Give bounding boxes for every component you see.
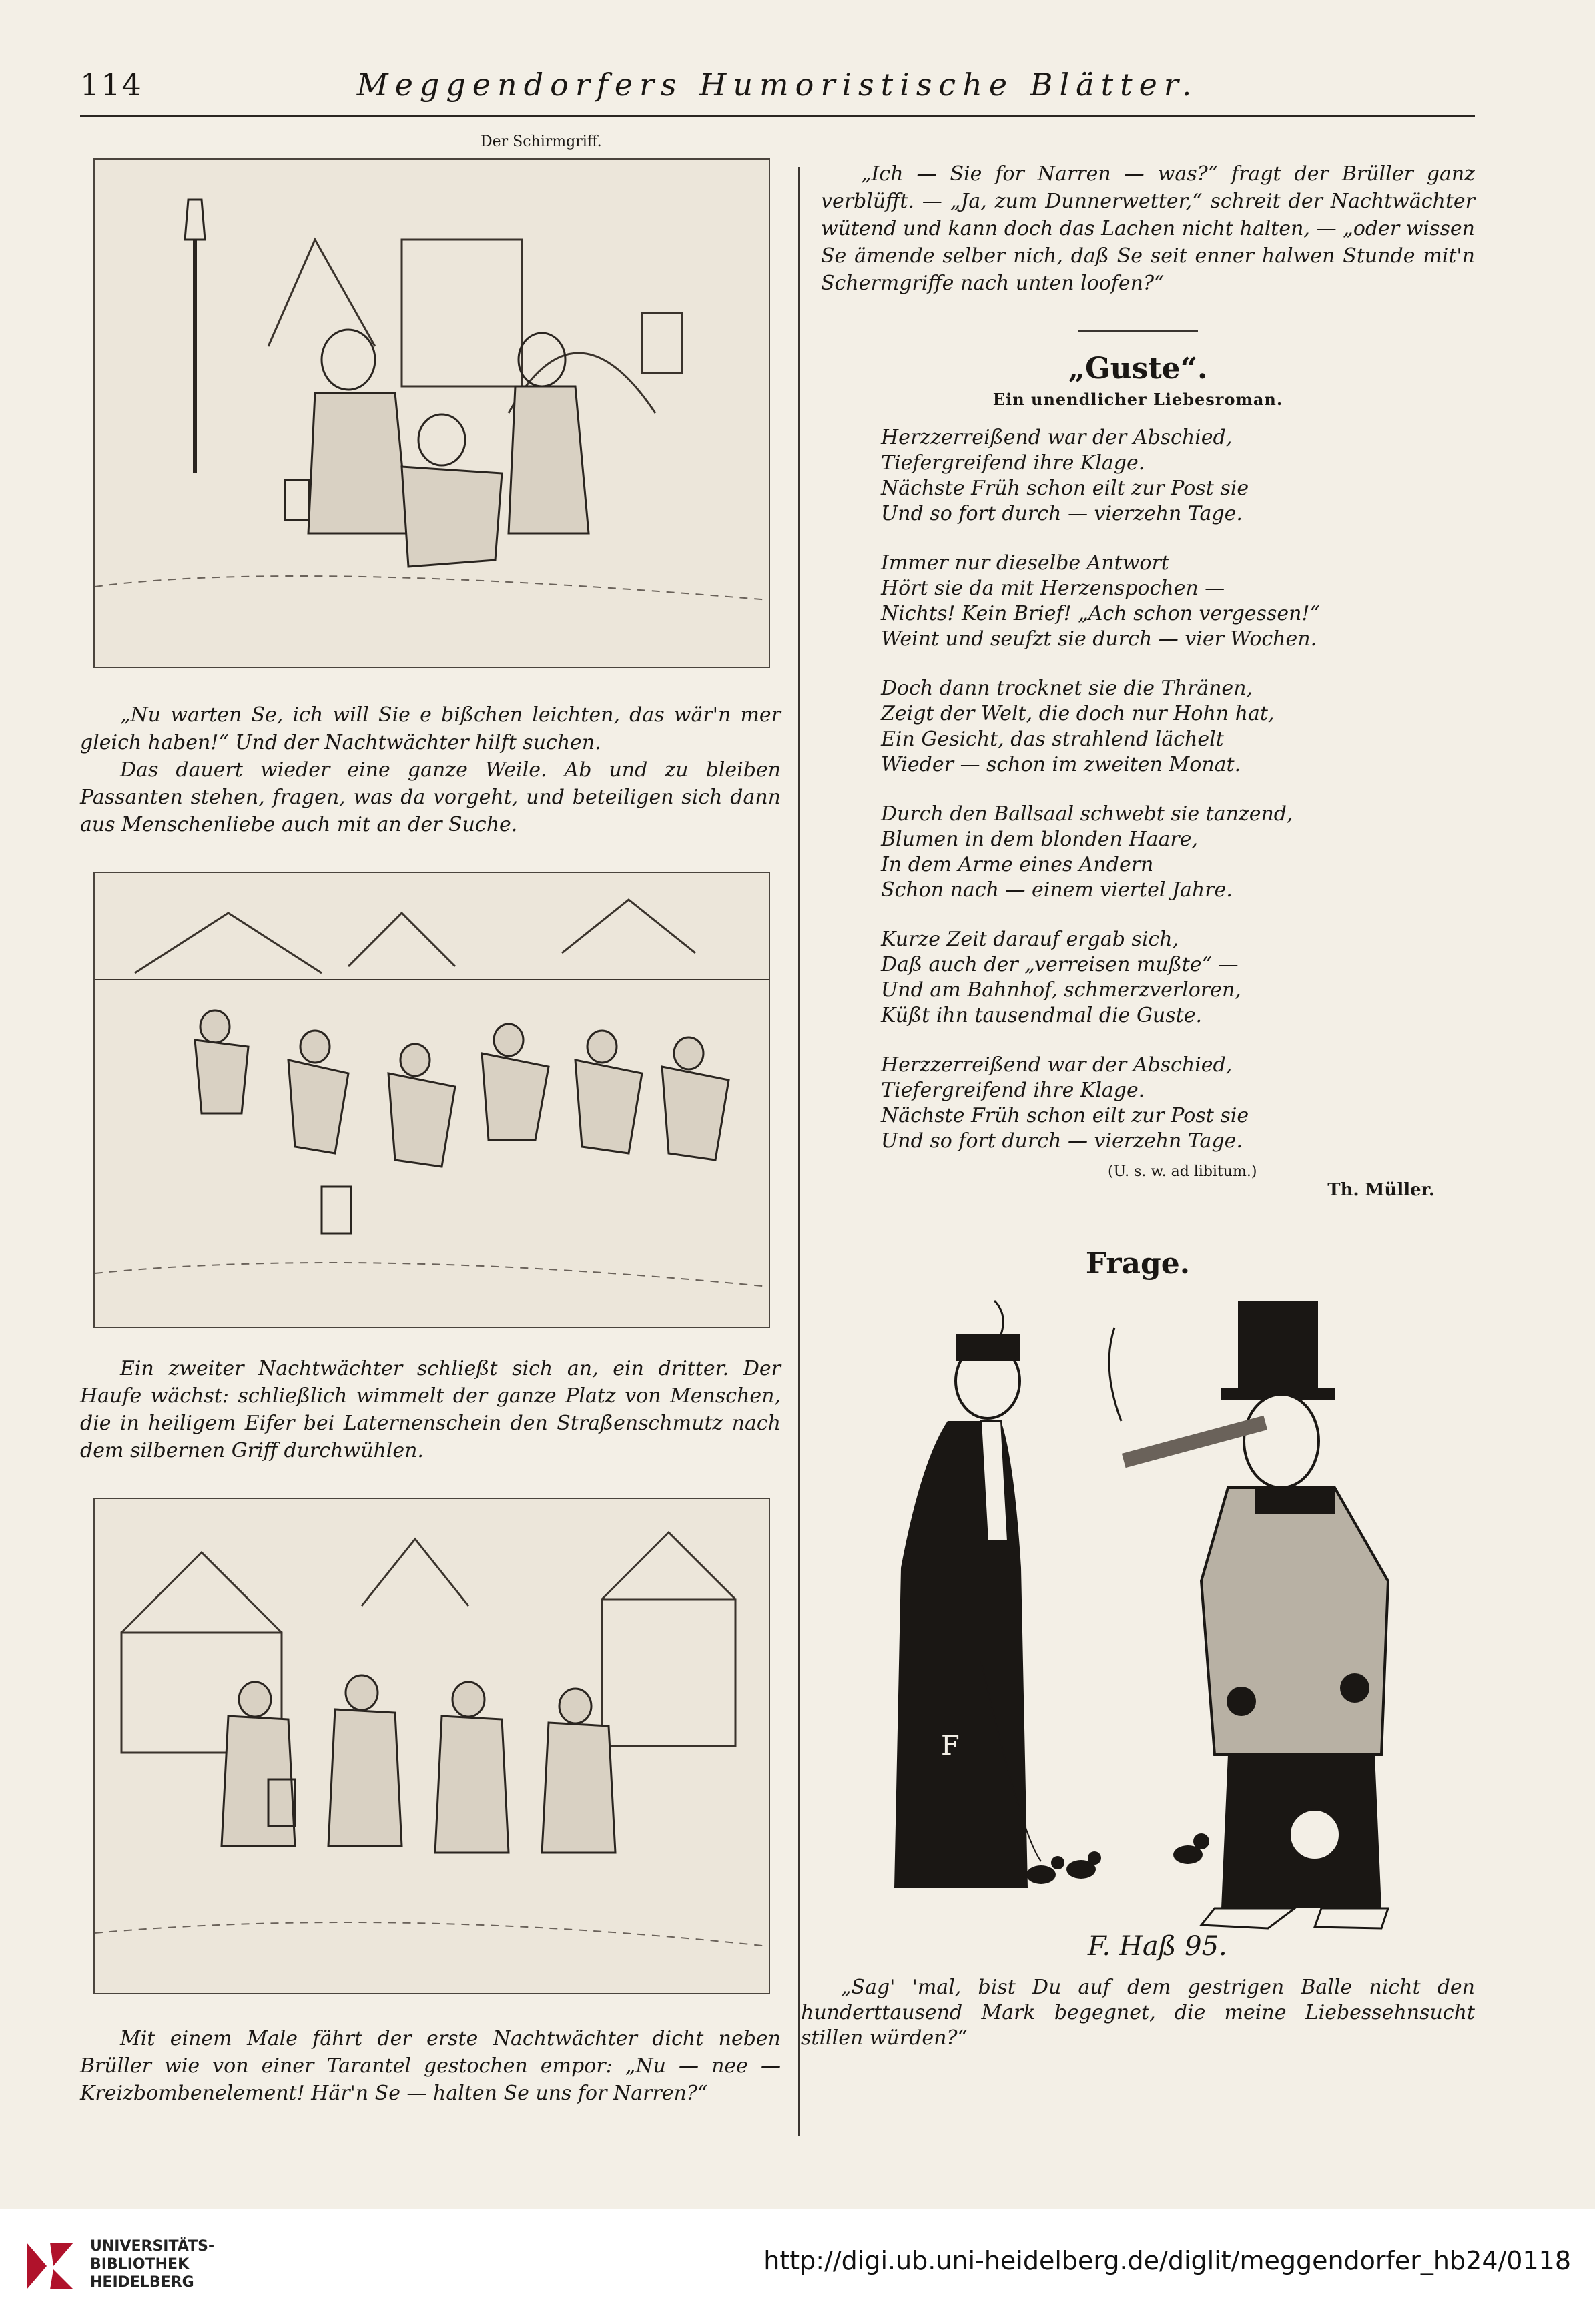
header-rule (80, 115, 1475, 117)
verse-line: Blumen in dem blonden Haare, (881, 828, 1198, 851)
verse-line: Immer nur dieselbe Antwort (881, 551, 1169, 575)
verse-line: Küßt ihn tausendmal die Guste. (881, 1004, 1202, 1027)
cartoon-figures-icon (801, 1287, 1468, 1968)
column-divider (798, 167, 800, 2136)
verse-line: Nächste Früh schon eilt zur Post sie (881, 1104, 1249, 1127)
street-scene-icon (95, 160, 769, 667)
crowd-scene-icon (95, 873, 769, 1327)
verse-line: Wieder — schon im zweiten Monat. (881, 753, 1241, 776)
source-url[interactable]: http://digi.ub.uni-heidelberg.de/diglit/meggendorfer_hb24/0118 (763, 2246, 1571, 2275)
cartoon-caption: „Sag' 'mal, bist Du auf dem gestrigen Balle nicht den hunderttausend Mark begegnet, die meine Liebessehnsucht stillen würden?“ (801, 1976, 1475, 2050)
poem-note: (U. s. w. ad libitum.) (1108, 1163, 1257, 1180)
paragraph-continued: „Ich — Sie for Narren — was?“ fragt der Brüller ganz verblüfft. — „Ja, zum Dunnerwetter,“ schreit der Nachtwächter wütend und kann doch das Lachen nicht halten, — „oder wissen Se ämende selber nich, daß Se seit enner halwen Stunde mit'n Schermgriffe nach unten loofen?“ (821, 162, 1475, 295)
library-name (90, 2237, 214, 2291)
verse-line: Zeigt der Welt, die doch nur Hohn hat, (881, 702, 1275, 725)
story-title: Der Schirmgriff. (481, 133, 602, 150)
verse-line: Herzzerreißend war der Abschied, (881, 1053, 1233, 1077)
cartoon-title: Frage. (1085, 1247, 1191, 1281)
university-library-logo (20, 2236, 80, 2296)
verse-line: Hört sie da mit Herzenspochen — (881, 577, 1225, 600)
library-name-line: BIBLIOTHEK (90, 2256, 190, 2273)
verse-line: Und so fort durch — vierzehn Tage. (881, 1129, 1243, 1153)
verse-line: Weint und seufzt sie durch — vier Wochen. (881, 627, 1317, 651)
library-name-line: HEIDELBERG (90, 2274, 194, 2291)
section-rule (1078, 330, 1198, 332)
page-header (80, 67, 1475, 113)
verse-line: Schon nach — einem viertel Jahre. (881, 878, 1233, 902)
library-footer (0, 2209, 1595, 2324)
verse-line: Herzzerreißend war der Abschied, (881, 426, 1233, 449)
verse-line: In dem Arme eines Andern (881, 853, 1154, 876)
poem-subtitle: Ein unendlicher Liebesroman. (992, 390, 1283, 409)
verse-line: Und am Bahnhof, schmerzverloren, (881, 978, 1241, 1002)
verse-line: Tiefergreifend ihre Klage. (881, 451, 1145, 475)
journal-title: Meggendorfers Humoristische Blätter. (356, 67, 1199, 103)
verse-line: Daß auch der „verreisen mußte“ — (881, 953, 1239, 976)
paragraph-4: Mit einem Male fährt der erste Nachtwächter dicht neben Brüller wie von einer Tarantel gestochen empor: „Nu — nee — Kreizbombenelement! Här'n Se — halten Se uns for Narren?“ (80, 2027, 781, 2105)
verse-line: Tiefergreifend ihre Klage. (881, 1079, 1145, 1102)
cartoon-signature: F. Haß 95. (1088, 1931, 1227, 1962)
verse-line: Ein Gesicht, das strahlend lächelt (881, 728, 1224, 751)
poem-title: „Guste“. (1068, 352, 1208, 386)
svg-text:F: F (941, 1731, 960, 1761)
paragraph-1: „Nu warten Se, ich will Sie e bißchen leichten, das wär'n mer gleich haben!“ Und der Nachtwächter hilft suchen. (80, 703, 781, 754)
verse-line: Und so fort durch — vierzehn Tage. (881, 502, 1243, 525)
library-seal-icon (20, 2236, 80, 2296)
verse-line: Durch den Ballsaal schwebt sie tanzend, (881, 802, 1293, 826)
right-column (801, 160, 1475, 2051)
verse-line: Doch dann trocknet sie die Thränen, (881, 677, 1253, 700)
stanza-5 (881, 927, 1475, 1029)
stanza-4 (881, 802, 1475, 903)
stanza-2 (881, 551, 1475, 652)
illustration-crowd-searching (93, 872, 770, 1328)
paragraph-3: Ein zweiter Nachtwächter schließt sich an, ein dritter. Der Haufe wächst: schließlich wimmelt der ganze Platz von Menschen, die in heiligem Eifer bei Laternenschein den Straßenschmutz nach dem silbernen Griff durchwühlen. (80, 1357, 781, 1462)
verse-line: Nichts! Kein Brief! „Ach schon vergessen!“ (881, 602, 1320, 625)
stanza-1 (881, 425, 1475, 527)
paragraph-2: Das dauert wieder eine ganze Weile. Ab und zu bleiben Passanten stehen, fragen, was da vorgeht, und beteiligen sich dann aus Menschenliebe auch mit an der Suche. (80, 758, 781, 836)
verse-line: Kurze Zeit darauf ergab sich, (881, 928, 1179, 951)
page-number: 114 (80, 67, 143, 103)
stanza-6 (881, 1053, 1475, 1154)
library-name-line: UNIVERSITÄTS- (90, 2238, 215, 2255)
poem-author: Th. Müller. (1327, 1180, 1435, 1200)
left-column (80, 133, 781, 2107)
verse-line: Nächste Früh schon eilt zur Post sie (881, 477, 1249, 500)
illustration-square-crowd (93, 1498, 770, 1994)
stanza-3 (881, 676, 1475, 778)
square-scene-icon (95, 1499, 769, 1993)
cartoon-illustration (801, 1287, 1468, 1968)
illustration-night-watchman (93, 158, 770, 668)
